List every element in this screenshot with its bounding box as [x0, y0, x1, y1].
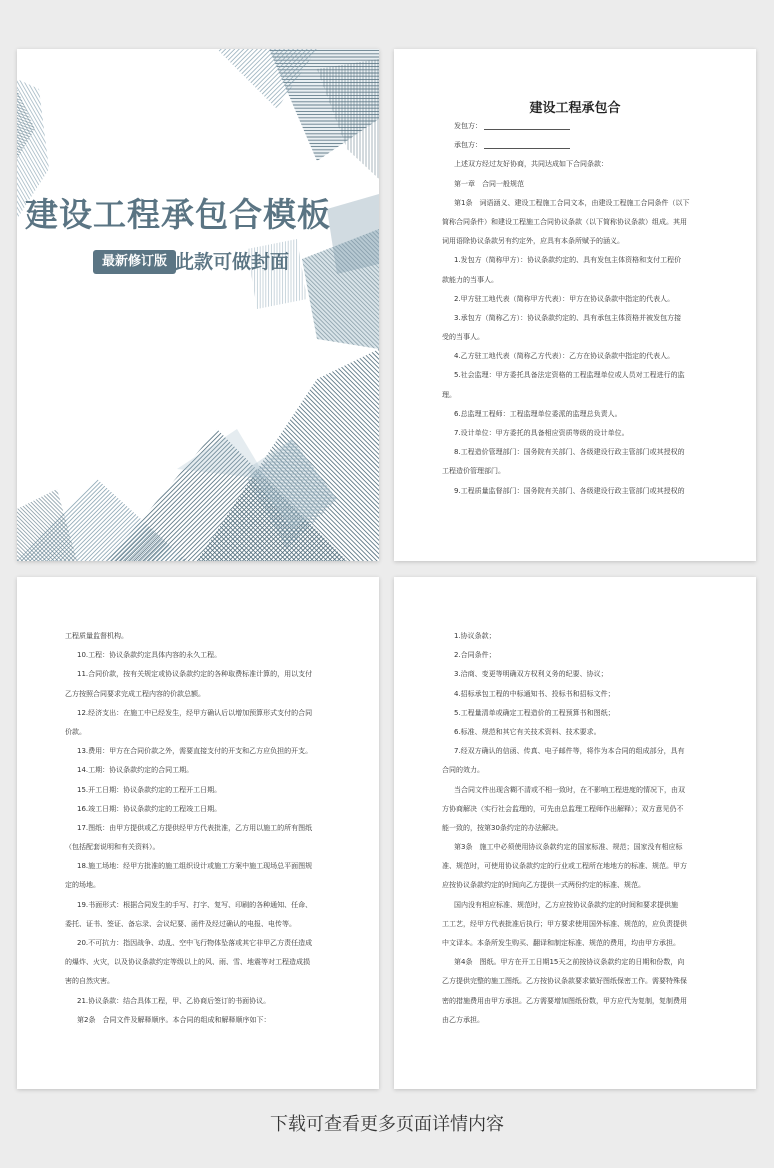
text-line: 简称合同条件）和建设工程施工合同协议条款（以下简称协议条款）组成。其用: [442, 217, 687, 226]
text-line: 由乙方承担。: [442, 1015, 484, 1024]
page-3-body: [442, 627, 714, 1030]
text-line: 17.图纸：由甲方提供或乙方提供经甲方代表批准，乙方用以施工的所有图纸: [77, 823, 313, 832]
text-line: 第2条 合同文件及解释顺序。本合同的组成和解释顺序如下：: [77, 1015, 271, 1024]
text-line: 价款。: [65, 727, 86, 736]
cover-subtitle: 此款可做封面: [175, 251, 290, 273]
party-b-blank: [484, 141, 570, 149]
text-line: 14.工期：协议条款约定的合同工期。: [77, 766, 194, 775]
text-line: 合同的效力。: [442, 766, 484, 775]
text-line: 词用语除协议条款另有约定外，应具有本条所赋予的涵义。: [442, 237, 624, 246]
contract-page-2: [17, 577, 379, 1089]
text-line: 13.费用：甲方在合同价款之外，需要直接支付的开支和乙方应负担的开支。: [77, 747, 313, 756]
page-2-body: [65, 627, 337, 1030]
text-line: 6.标准、规范和其它有关技术资料、技术要求。: [454, 727, 601, 736]
text-line: 7.经双方确认的信函、传真、电子邮件等，将作为本合同的组成部分，具有: [454, 747, 685, 756]
text-line: 工程质量监督机构。: [65, 632, 128, 640]
contract-title: 建设工程承包合: [529, 101, 621, 116]
party-b-label: 承包方：: [454, 141, 482, 150]
text-line: 乙方提供完整的施工图纸。乙方按协议条款要求做好图纸保密工作。需要特殊保: [442, 977, 687, 986]
text-line: 国内没有相应标准、规范时，乙方应按协议条款约定的时间和要求提供施: [454, 900, 678, 909]
party-a-blank: [484, 122, 570, 130]
text-line: 当合同文件出现含糊不清或不相一致时，在不影响工程进度的情况下，由双: [454, 785, 685, 794]
text-line: 受的当事人。: [442, 333, 484, 342]
text-line: 11.合同价款，按有关规定或协议条款约定的各种取费标准计算的，用以支付: [77, 670, 313, 679]
text-line: 第4条 图纸。甲方在开工日期15天之前按协议条款约定的日期和份数，向: [454, 958, 685, 967]
text-line: 密的措施费用由甲方承担。乙方需要增加图纸份数，甲方应代为复制，复制费用: [442, 996, 687, 1005]
text-line: 款能力的当事人。: [442, 275, 498, 284]
text-line: 准、规范时，可使用协议条款约定的行业或工程所在地地方的标准、规范。甲方: [442, 862, 687, 871]
text-line: 工程造价管理部门。: [442, 467, 505, 476]
contract-page-3: [394, 577, 756, 1089]
text-line: 的爆炸、火灾，以及协议条款约定等级以上的风、雨、雪、地震等对工程造成损: [65, 958, 310, 967]
text-line: 9.工程质量监督部门：国务院有关部门、各级建设行政主管部门或其授权的: [454, 486, 685, 495]
text-line: 应按协议条款约定的时间向乙方提供一式两份约定的标准、规范。: [442, 881, 645, 890]
text-line: 理。: [442, 390, 456, 399]
text-line: 6.总监理工程师：工程监理单位委派的监理总负责人。: [454, 409, 622, 418]
contract-page-1: [394, 49, 756, 561]
text-line: 5.工程量清单或确定工程造价的工程预算书和图纸；: [454, 708, 615, 717]
text-line: 20.不可抗力：指因战争、动乱、空中飞行物体坠落或其它非甲乙方责任造成: [77, 939, 313, 947]
revision-badge: 最新修订版: [93, 250, 176, 274]
cover-page: [17, 49, 379, 561]
party-b-line: [442, 136, 714, 155]
text-line: 19.书面形式：根据合同发生的手写、打字、复写、印刷的各种通知、任命、: [77, 900, 313, 909]
text-line: 7.设计单位：甲方委托的具备相应资质等级的设计单位。: [454, 429, 629, 438]
text-line: 定的场地。: [65, 881, 100, 890]
text-line: 方协商解决（实行社会监理的，可先由总监理工程师作出解释）；双方意见仍不: [442, 804, 684, 813]
text-line: 4.乙方驻工地代表（简称乙方代表）：乙方在协议条款中指定的代表人。: [454, 352, 675, 361]
party-a-line: [442, 117, 714, 136]
text-line: 能一致的，按第30条约定的办法解决。: [442, 823, 563, 832]
text-line: 工工艺，经甲方代表批准后执行；甲方要求使用国外标准、规范的，应负责提供: [442, 919, 687, 928]
text-line: 1.发包方（简称甲方）：协议条款约定的、具有发包主体资格和支付工程价: [454, 256, 682, 265]
text-line: 第3条 施工中必须使用协议条款约定的国家标准、规范；国家没有相应标: [454, 843, 683, 852]
party-a-label: 发包方：: [454, 122, 482, 130]
text-line: 1.协议条款；: [454, 632, 496, 640]
text-line: 委托、证书、签证、备忘录、会议纪要、函件及经过确认的电报、电传等。: [65, 919, 296, 928]
text-line: 3.承包方（简称乙方）：协议条款约定的、具有承包主体资格并被发包方接: [454, 313, 682, 322]
geometric-pattern-illustration: [17, 49, 379, 561]
download-hint: 下载可查看更多页面详情内容: [270, 1114, 504, 1135]
text-line: 乙方按照合同要求完成工程内容的价款总额。: [65, 689, 205, 698]
text-line: 12.经济支出：在施工中已经发生，经甲方确认后以增加预算形式支付的合同: [77, 708, 313, 717]
text-line: 第1条 词语涵义、建设工程施工合同文本，由建设工程施工合同条件（以下: [454, 198, 690, 207]
text-line: 18.施工场地：经甲方批准的施工组织设计或施工方案中施工现场总平面图规: [77, 862, 313, 871]
text-line: 害的自然灾害。: [65, 977, 114, 986]
text-line: 2.合同条件；: [454, 651, 496, 660]
text-line: 4.招标承包工程的中标通知书、投标书和招标文件；: [454, 689, 615, 698]
text-line: 2.甲方驻工地代表（简称甲方代表）：甲方在协议条款中指定的代表人。: [454, 294, 675, 303]
text-line: 10.工程：协议条款约定具体内容的永久工程。: [77, 651, 222, 660]
text-line: 中文译本。本条所发生购买、翻译和制定标准、规范的费用，均由甲方承担。: [442, 939, 680, 947]
text-line: 5.社会监理：甲方委托具备法定资格的工程监理单位或人员对工程进行的监: [454, 371, 685, 380]
text-line: 21.协议条款：结合具体工程，甲、乙协商后签订的书面协议。: [77, 996, 271, 1005]
text-line: 15.开工日期：协议条款约定的工程开工日期。: [77, 785, 222, 794]
page-1-body: [442, 155, 714, 500]
text-line: 第一章 合同一般规范: [454, 179, 524, 188]
cover-title: 建设工程承包合模板: [25, 195, 331, 234]
text-line: （包括配套说明和有关资料）。: [65, 843, 160, 852]
text-line: 8.工程造价管理部门：国务院有关部门、各级建设行政主管部门或其授权的: [454, 448, 685, 457]
text-line: 16.竣工日期：协议条款约定的工程竣工日期。: [77, 804, 222, 813]
text-line: 上述双方经过友好协商，共同达成如下合同条款：: [454, 160, 608, 169]
text-line: 3.洽商、变更等明确双方权利义务的纪要、协议；: [454, 670, 608, 679]
